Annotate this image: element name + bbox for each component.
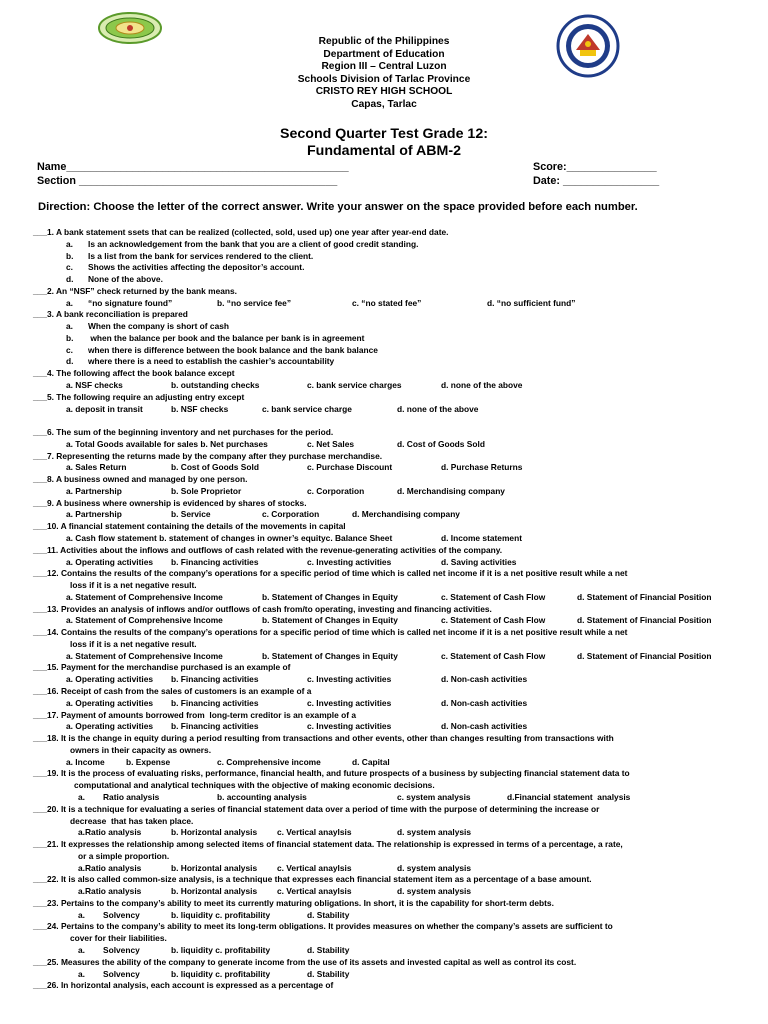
- line-text: c. Statement of Cash Flow: [441, 591, 546, 602]
- question-line: [0, 720, 768, 732]
- question-line: [0, 473, 768, 485]
- line-text: c. Comprehensive income: [217, 756, 321, 767]
- line-text: a. Sales Return: [66, 462, 127, 473]
- question-line: [0, 673, 768, 685]
- line-text: a. Statement of Comprehensive Income: [66, 615, 223, 626]
- line-text: d. Non-cash activities: [441, 697, 528, 708]
- question-line: [0, 308, 768, 320]
- score-field[interactable]: Score:_______________: [533, 161, 657, 173]
- line-text: d. Statement of Financial Position: [577, 615, 712, 626]
- line-text: a.: [78, 968, 85, 979]
- question-line: [0, 744, 768, 756]
- line-text: ___26. In horizontal analysis, each account is expressed as a percentage of: [33, 980, 334, 991]
- question-line: [0, 450, 768, 462]
- question-line: [0, 603, 768, 615]
- line-text: ___14. Contains the results of the company’s operations for a specific period of time which is called net income if it is a net positive result while a net: [33, 627, 628, 638]
- line-text: when the balance per book and the balance per bank is in agreement: [88, 332, 365, 343]
- line-text: b. Financing activities: [171, 556, 259, 567]
- line-text: ___2. An “NSF” check returned by the bank means.: [33, 285, 238, 296]
- line-text: computational and analytical techniques with the objective of making economic decisions.: [74, 780, 435, 791]
- line-text: ___12. Contains the results of the company’s operations for a specific period of time which is called net income if it is a net positive result while a net: [33, 568, 628, 579]
- line-text: c.: [66, 344, 73, 355]
- deped-seal-logo: [556, 14, 620, 78]
- question-line: [0, 520, 768, 532]
- line-text: c. Corporation: [307, 485, 365, 496]
- section-field[interactable]: Section ___________________________________________: [37, 175, 338, 187]
- line-text: d. Stability: [307, 944, 350, 955]
- line-text: Ratio analysis: [103, 791, 160, 802]
- line-text: Solvency: [103, 968, 140, 979]
- line-text: ___25. Measures the ability of the company to generate income from the use of its assets and invested capital as well as control its cost.: [33, 956, 577, 967]
- line-text: b. Sole Proprietor: [171, 485, 242, 496]
- line-text: d.: [66, 274, 74, 285]
- line-text: c. Investing activities: [307, 674, 392, 685]
- title-line-1: Second Quarter Test Grade 12:: [280, 126, 488, 142]
- question-line: [0, 650, 768, 662]
- line-text: c. Vertical anaylsis: [277, 862, 352, 873]
- line-text: c. Corporation: [262, 509, 320, 520]
- question-line: [0, 367, 768, 379]
- line-text: Solvency: [103, 909, 140, 920]
- line-text: None of the above.: [88, 274, 163, 285]
- header-line: Region III – Central Luzon: [321, 61, 447, 73]
- question-line: [0, 697, 768, 709]
- question-line: [0, 332, 768, 344]
- question-line: [0, 273, 768, 285]
- line-text: c. Vertical anaylsis: [277, 886, 352, 897]
- line-text: c. Purchase Discount: [307, 462, 393, 473]
- line-text: ___8. A business owned and managed by one person.: [33, 474, 248, 485]
- title-line-2: Fundamental of ABM-2: [307, 142, 461, 159]
- line-text: d. system analysis: [397, 886, 472, 897]
- line-text: a.: [66, 321, 73, 332]
- line-text: b. Financing activities: [171, 674, 259, 685]
- line-text: a. deposit in transit: [66, 403, 143, 414]
- line-text: b. Horizontal analysis: [171, 862, 258, 873]
- line-text: ___11. Activities about the inflows and outflows of cash related with the revenue-generating activities of the company.: [33, 544, 503, 555]
- line-text: ___22. It is also called common-size analysis, is a technique that expresses each financial statement item as a percentage of a base amount.: [33, 874, 592, 885]
- question-line: [0, 426, 768, 438]
- line-text: c. Vertical anaylsis: [277, 827, 352, 838]
- line-text: d. “no sufficient fund”: [487, 297, 576, 308]
- line-text: c. Investing activities: [307, 721, 392, 732]
- line-text: d. Purchase Returns: [441, 462, 523, 473]
- line-text: a. Operating activities: [66, 697, 154, 708]
- question-line: [0, 344, 768, 356]
- line-text: d. system analysis: [397, 827, 472, 838]
- question-line: [0, 403, 768, 415]
- line-text: ___21. It expresses the relationship among selected items of financial statement data. The relationship is expressed in terms of a percentage, a rate,: [33, 839, 623, 850]
- line-text: b. outstanding checks: [171, 380, 260, 390]
- line-text: decrease that has taken place.: [70, 815, 194, 826]
- school-seal-logo: [97, 11, 163, 45]
- question-line: [0, 779, 768, 791]
- line-text: d. Merchandising company: [397, 485, 505, 496]
- question-line: [0, 732, 768, 744]
- name-field[interactable]: Name_______________________________________________: [37, 161, 349, 173]
- line-text: b. Statement of Changes in Equity: [262, 650, 398, 661]
- line-text: when there is difference between the book balance and the bank balance: [88, 344, 378, 355]
- question-line: [0, 638, 768, 650]
- line-text: a.: [66, 297, 73, 308]
- question-line: [0, 226, 768, 238]
- line-text: b. Statement of Changes in Equity: [262, 591, 398, 602]
- question-line: [0, 979, 768, 991]
- question-line: [0, 909, 768, 921]
- line-text: a. Operating activities: [66, 674, 154, 685]
- question-line: [0, 238, 768, 250]
- line-text: d. Merchandising company: [352, 509, 460, 520]
- question-line: [0, 626, 768, 638]
- question-line: [0, 838, 768, 850]
- line-text: b. Horizontal analysis: [171, 827, 258, 838]
- line-text: b. Financing activities: [171, 697, 259, 708]
- line-text: Solvency: [103, 944, 140, 955]
- question-line: [0, 320, 768, 332]
- line-text: b. liquidity c. profitability: [171, 944, 271, 955]
- line-text: ___24. Pertains to the company’s ability to meet its long-term obligations. It provides measures on whether the company’s assets are sufficient to: [33, 921, 613, 932]
- line-text: a. Operating activities: [66, 556, 154, 567]
- line-text: a. Total Goods available for sales b. Net purchases: [66, 438, 268, 449]
- date-field[interactable]: Date: ________________: [533, 175, 660, 187]
- question-line: [0, 379, 768, 391]
- line-text: cover for their liabilities.: [70, 933, 167, 944]
- question-line: [0, 261, 768, 273]
- question-line: [0, 355, 768, 367]
- line-text: b. Service: [171, 509, 211, 520]
- question-line: [0, 791, 768, 803]
- line-text: ___9. A business where ownership is evidenced by shares of stocks.: [33, 497, 307, 508]
- question-line: [0, 497, 768, 509]
- test-title: [200, 126, 568, 159]
- line-text: d. Stability: [307, 968, 350, 979]
- line-text: When the company is short of cash: [88, 321, 230, 332]
- question-line: [0, 709, 768, 721]
- line-text: a.: [66, 238, 73, 249]
- line-text: c. Investing activities: [307, 697, 392, 708]
- line-text: a.Ratio analysis: [78, 862, 142, 873]
- direction-text: Direction: Choose the letter of the correct answer. Write your answer on the space provided before each number.: [38, 201, 638, 213]
- question-line: [0, 885, 768, 897]
- line-text: d. Cost of Goods Sold: [397, 438, 485, 449]
- question-line: [0, 297, 768, 309]
- question-line: [0, 956, 768, 968]
- line-text: loss if it is a net negative result.: [70, 638, 197, 649]
- question-line: [0, 285, 768, 297]
- line-text: d.: [66, 356, 74, 367]
- line-text: ___18. It is the change in equity during a period resulting from transactions and other events, other than changes resulting from transactions with: [33, 733, 614, 744]
- line-text: b. liquidity c. profitability: [171, 968, 271, 979]
- question-line: [0, 567, 768, 579]
- line-text: a. NSF checks: [66, 380, 123, 390]
- line-text: ___20. It is a technique for evaluating a series of financial statement data over a period of time with the purpose of determining the increase or: [33, 803, 600, 814]
- line-text: ___5. The following require an adjusting entry except: [33, 391, 245, 402]
- question-line: [0, 508, 768, 520]
- header-line: Schools Division of Tarlac Province: [297, 73, 471, 85]
- question-line: [0, 767, 768, 779]
- line-text: ___19. It is the process of evaluating risks, performance, financial health, and future prospects of a business by subjecting financial statement data to: [33, 768, 630, 779]
- question-line: [0, 944, 768, 956]
- question-line: [0, 614, 768, 626]
- line-text: d. Capital: [352, 756, 390, 767]
- line-text: c. system analysis: [397, 791, 471, 802]
- line-text: b.: [66, 332, 74, 343]
- line-text: a.: [78, 791, 85, 802]
- line-text: ___1. A bank statement ssets that can be realized (collected, sold, used up) one year after year-end date.: [33, 227, 449, 237]
- line-text: b. Expense: [126, 756, 171, 767]
- question-line: [0, 532, 768, 544]
- line-text: a. Partnership: [66, 509, 122, 520]
- line-text: owners in their capacity as owners.: [70, 744, 212, 755]
- line-text: b. Cost of Goods Sold: [171, 462, 259, 473]
- line-text: b. NSF checks: [171, 403, 229, 414]
- question-line: [0, 803, 768, 815]
- question-line: [0, 438, 768, 450]
- line-text: a. Partnership: [66, 485, 122, 496]
- line-text: d. none of the above: [397, 403, 479, 414]
- line-text: b. Horizontal analysis: [171, 886, 258, 897]
- line-text: b. accounting analysis: [217, 791, 307, 802]
- line-text: b. liquidity c. profitability: [171, 909, 271, 920]
- line-text: d. Stability: [307, 909, 350, 920]
- header-line: Department of Education: [323, 48, 445, 60]
- line-text: c. “no stated fee”: [352, 297, 422, 308]
- line-text: a.Ratio analysis: [78, 827, 142, 838]
- line-text: loss if it is a net negative result.: [70, 580, 197, 591]
- question-line: [0, 556, 768, 568]
- line-text: a. Operating activities: [66, 721, 154, 732]
- line-text: c. Statement of Cash Flow: [441, 615, 546, 626]
- header-line: CRISTO REY HIGH SCHOOL: [315, 86, 453, 98]
- question-line: [0, 544, 768, 556]
- line-text: c. Net Sales: [307, 438, 355, 449]
- line-text: ___16. Receipt of cash from the sales of customers is an example of a: [33, 686, 312, 697]
- line-text: ___3. A bank reconciliation is prepared: [33, 309, 188, 320]
- line-text: ___4. The following affect the book balance except: [33, 368, 235, 379]
- question-line: [0, 685, 768, 697]
- question-line: [0, 485, 768, 497]
- question-line: [0, 968, 768, 980]
- question-line: [0, 850, 768, 862]
- line-text: “no signature found”: [88, 297, 173, 308]
- question-line: [0, 391, 768, 403]
- line-text: ___17. Payment of amounts borrowed from long-term creditor is an example of a: [33, 709, 356, 720]
- line-text: c. Investing activities: [307, 556, 392, 567]
- line-text: Shows the activities affecting the depositor’s account.: [88, 262, 305, 273]
- line-text: b. Financing activities: [171, 721, 259, 732]
- line-text: ___10. A financial statement containing the details of the movements in capital: [33, 521, 346, 532]
- line-text: d. Saving activities: [441, 556, 517, 567]
- line-text: ___15. Payment for the merchandise purchased is an example of: [33, 662, 291, 673]
- line-text: b.: [66, 250, 74, 261]
- line-text: d.Financial statement analysis: [507, 791, 631, 802]
- line-text: a. Cash flow statement b. statement of changes in owner’s equityc. Balance Sheet: [66, 533, 393, 544]
- question-line: [0, 661, 768, 673]
- question-line: [0, 591, 768, 603]
- line-text: ___6. The sum of the beginning inventory and net purchases for the period.: [33, 427, 334, 438]
- line-text: c. bank service charges: [307, 380, 402, 390]
- question-line: [0, 932, 768, 944]
- line-text: a.Ratio analysis: [78, 886, 142, 897]
- line-text: a. Statement of Comprehensive Income: [66, 650, 223, 661]
- line-text: b. “no service fee”: [217, 297, 292, 308]
- line-text: a. Income: [66, 756, 105, 767]
- question-line: [0, 579, 768, 591]
- line-text: d. Non-cash activities: [441, 674, 528, 685]
- question-line: [0, 250, 768, 262]
- header-line: Capas, Tarlac: [351, 98, 417, 110]
- question-line: [0, 897, 768, 909]
- line-text: c. Statement of Cash Flow: [441, 650, 546, 661]
- question-line: [0, 826, 768, 838]
- question-line: [0, 920, 768, 932]
- question-line: [0, 873, 768, 885]
- line-text: d. Income statement: [441, 533, 522, 544]
- line-text: d. none of the above: [441, 380, 523, 390]
- question-line: [0, 756, 768, 768]
- line-text: a. Statement of Comprehensive Income: [66, 591, 223, 602]
- line-text: where there is a need to establish the cashier’s accountability: [88, 356, 335, 367]
- line-text: ___7. Representing the returns made by the company after they purchase merchandise.: [33, 450, 383, 461]
- line-text: c. bank service charge: [262, 403, 352, 414]
- line-text: d. system analysis: [397, 862, 472, 873]
- school-header: [250, 36, 518, 112]
- line-text: b. Statement of Changes in Equity: [262, 615, 398, 626]
- line-text: a.: [78, 909, 85, 920]
- line-text: ___23. Pertains to the company’s ability to meet its currently maturing obligations. In short, it is the capability for short-term debts.: [33, 897, 554, 908]
- header-line: Republic of the Philippines: [318, 36, 450, 47]
- question-line: [0, 414, 768, 426]
- line-text: ___13. Provides an analysis of inflows and/or outflows of cash from/to operating, investing and financing activities.: [33, 603, 492, 614]
- question-line: [0, 461, 768, 473]
- line-text: Is an acknowledgement from the bank that you are a client of good credit standing.: [88, 238, 419, 249]
- line-text: Is a list from the bank for services rendered to the client.: [88, 250, 314, 261]
- line-text: d. Statement of Financial Position: [577, 591, 712, 602]
- question-line: [0, 815, 768, 827]
- line-text: d. Non-cash activities: [441, 721, 528, 732]
- question-line: [0, 862, 768, 874]
- line-text: d. Statement of Financial Position: [577, 650, 712, 661]
- line-text: a.: [78, 944, 85, 955]
- line-text: c.: [66, 262, 73, 273]
- line-text: or a simple proportion.: [78, 850, 170, 861]
